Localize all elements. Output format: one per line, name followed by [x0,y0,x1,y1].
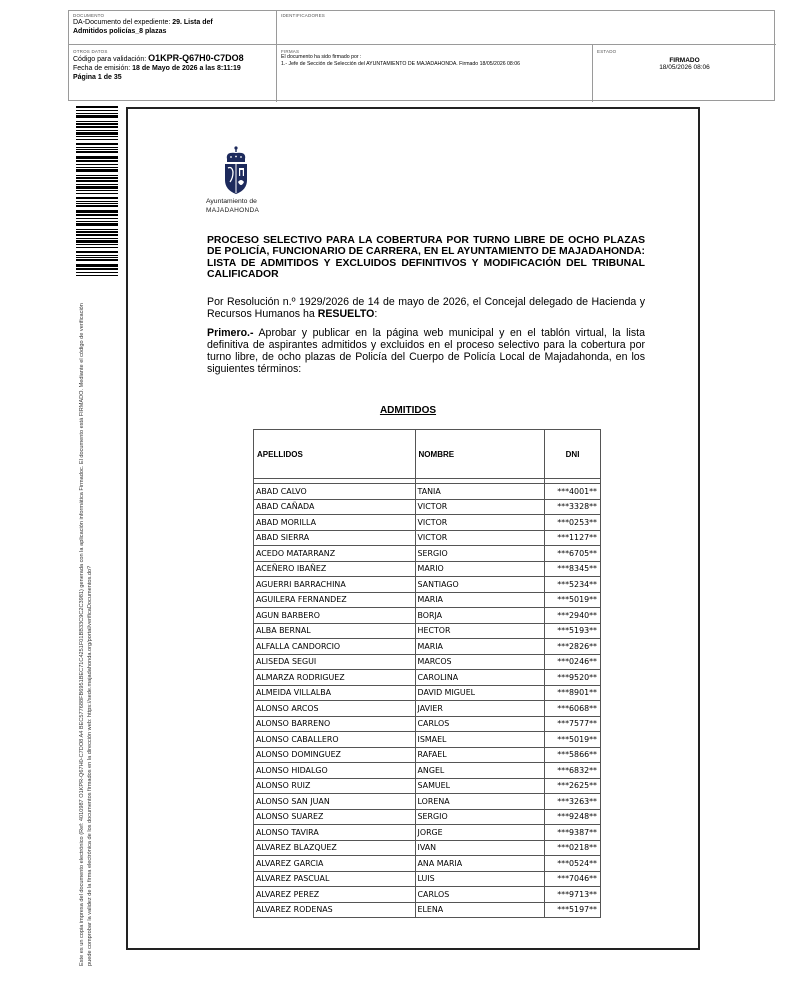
estado-caption: ESTADO [597,49,617,54]
cell-apellidos: ACEÑERO IBAÑEZ [254,561,416,577]
barcode-bar [76,147,118,148]
table-row [254,685,601,701]
barcode-bar [76,190,118,191]
barcode-bar [76,247,118,248]
cell-dni: ***2940** [545,608,601,624]
pagina-indicator: Página 1 de 35 [73,74,122,81]
cell-nombre: JAVIER [415,701,545,717]
document-metadata-header [68,10,775,101]
barcode-bar [76,229,118,230]
barcode-bar [76,238,118,239]
table-row [254,871,601,887]
cell-nombre: CARLOS [415,887,545,903]
barcode-bar [76,257,118,258]
cell-apellidos: ALONSO TAVIRA [254,825,416,841]
table-row [254,592,601,608]
barcode-bar [76,275,118,276]
column-header-dni: DNI [545,430,601,479]
table-row [254,623,601,639]
barcode-bar [76,210,118,213]
cell-nombre: ISMAEL [415,732,545,748]
cell-dni: ***0246** [545,654,601,670]
barcode-bar [76,221,118,222]
barcode-bar [76,139,118,140]
barcode-bar [76,268,118,270]
cell-nombre: MARCOS [415,654,545,670]
cell-apellidos: ALONSO RUIZ [254,778,416,794]
cell-nombre: MARIO [415,561,545,577]
barcode-bar [76,121,118,122]
cell-dni: ***5866** [545,747,601,763]
document-title: PROCESO SELECTIVO PARA LA COBERTURA POR TURNO LIBRE DE OCHO PLAZAS DE POLICÍA, FUNCIONARIO DE CARRERA, EN EL AYUNTAMIENTO DE MAJADAHONDA: LISTA DE ADMITIDOS Y EXCLUIDOS DEFINITIVOS Y MODIFICACIÓN DEL TRIBUNAL CALIFICADOR [207,235,645,280]
cell-nombre: ANA MARIA [415,856,545,872]
barcode-bar [76,218,118,219]
documento-line1: DA-Documento del expediente: 29. Lista def [73,19,213,26]
table-row [254,608,601,624]
cell-apellidos: ABAD MORILLA [254,515,416,531]
cell-apellidos: ALVAREZ PASCUAL [254,871,416,887]
cell-apellidos: ACEDO MATARRANZ [254,546,416,562]
cell-nombre: RAFAEL [415,747,545,763]
cell-nombre: DAVID MIGUEL [415,685,545,701]
documento-line2: Admitidos policías_8 plazas [73,28,167,35]
cell-apellidos: ALONSO SUAREZ [254,809,416,825]
column-header-apellidos: APELLIDOS [254,430,416,479]
verification-side-text: Este es un copia impresa del documento electrónico (Ref: 4010987 O1KPR-Q67H0-C7DO8 A4 BEC577688FB6951BEC71C4251F01BB33C9C2C3981) generada con la aplicación informática Firmadoc. El documento está FIRMADO. Mediante el código de verificación puede comprobar la validez de la firma electrónica de los documentos firmados en la dirección web: https://sede.majadahonda.org/portal/verificaDocumentos.do? [79,303,93,966]
table-row [254,499,601,515]
otros-datos-cell [69,45,277,102]
table-row [254,670,601,686]
table-row [254,763,601,779]
table-row [254,530,601,546]
cell-dni: ***8901** [545,685,601,701]
cell-dni: ***3328** [545,499,601,515]
identificadores-caption: IDENTIFICADORES [281,13,326,18]
cell-dni: ***5234** [545,577,601,593]
cell-nombre: SANTIAGO [415,577,545,593]
cell-apellidos: ALONSO BARRENO [254,716,416,732]
cell-apellidos: AGUN BARBERO [254,608,416,624]
barcode-bar [76,197,118,199]
cell-apellidos: ALFALLA CANDORCIO [254,639,416,655]
cell-nombre: VICTOR [415,499,545,515]
cell-apellidos: ABAD SIERRA [254,530,416,546]
cell-nombre: MARIA [415,639,545,655]
estado-cell [593,45,776,102]
barcode-bar [76,272,118,273]
codigo-validacion-value[interactable]: O1KPR-Q67H0-C7DO8 [148,53,244,63]
barcode-bar [76,130,118,131]
cell-apellidos: AGUERRI BARRACHINA [254,577,416,593]
cell-dni: ***5019** [545,732,601,748]
cell-dni: ***9713** [545,887,601,903]
table-row [254,639,601,655]
table-row [254,716,601,732]
section-title-admitidos: ADMITIDOS [379,405,437,416]
cell-apellidos: ABAD CALVO [254,484,416,500]
cell-apellidos: ALONSO ARCOS [254,701,416,717]
crest-icon [222,146,250,196]
cell-dni: ***2826** [545,639,601,655]
table-row [254,546,601,562]
cell-nombre: SAMUEL [415,778,545,794]
cell-dni: ***5197** [545,902,601,918]
fecha-emision: Fecha de emisión: 18 de Mayo de 2026 a las 8:11:19 [73,65,241,72]
table-row [254,902,601,918]
barcode-bar [76,136,118,137]
table-row [254,561,601,577]
barcode-bar [76,205,118,207]
cell-dni: ***9387** [545,825,601,841]
barcode-bar [76,244,118,245]
cell-nombre: SERGIO [415,546,545,562]
barcode-bar [76,113,118,114]
cell-dni: ***3263** [545,794,601,810]
otros-datos-caption: OTROS DATOS [73,49,108,54]
cell-nombre: HECTOR [415,623,545,639]
cell-dni: ***9248** [545,809,601,825]
cell-dni: ***0218** [545,840,601,856]
estado-date: 18/05/2026 08:06 [659,64,710,71]
cell-apellidos: ABAD CAÑADA [254,499,416,515]
barcode-bar [76,251,118,253]
cell-apellidos: ALMARZA RODRIGUEZ [254,670,416,686]
cell-apellidos: ALVAREZ GARCIA [254,856,416,872]
table-row [254,484,601,500]
barcode-bar [76,106,118,108]
table-header-row [254,430,601,479]
cell-nombre: BORJA [415,608,545,624]
barcode-bar [76,164,118,165]
table-row [254,654,601,670]
cell-apellidos: AGUILERA FERNANDEZ [254,592,416,608]
barcode-bar [76,214,118,216]
cell-dni: ***5019** [545,592,601,608]
documento-cell [69,11,277,45]
logo-line1: Ayuntamiento de [206,198,257,205]
cell-dni: ***6068** [545,701,601,717]
cell-dni: ***6705** [545,546,601,562]
cell-dni: ***2625** [545,778,601,794]
cell-apellidos: ALONSO HIDALGO [254,763,416,779]
cell-apellidos: ALMEIDA VILLALBA [254,685,416,701]
cell-dni: ***7046** [545,871,601,887]
barcode-bar [76,156,118,159]
barcode-bar [76,126,118,128]
barcode-bar [76,123,118,125]
cell-nombre: MARIA [415,592,545,608]
table-row [254,794,601,810]
barcode-bar [76,186,118,189]
cell-dni: ***6832** [545,763,601,779]
barcode-bar [76,223,118,226]
barcode-bar [76,259,118,261]
barcode-bar [76,203,118,204]
cell-dni: ***7577** [545,716,601,732]
barcode-bar [76,132,118,135]
barcode-bar [76,180,118,182]
table-row [254,747,601,763]
barcode-icon [76,106,118,276]
cell-nombre: JORGE [415,825,545,841]
cell-nombre: LUIS [415,871,545,887]
barcode-bar [76,110,118,111]
column-header-nombre: NOMBRE [415,430,545,479]
cell-apellidos: ALVAREZ PEREZ [254,887,416,903]
cell-apellidos: ALBA BERNAL [254,623,416,639]
firmas-line2: 1.- Jefe de Sección de Selección del AYUNTAMIENTO DE MAJADAHONDA. Firmado 18/05/2026 08:06 [281,61,521,67]
table-row [254,732,601,748]
cell-nombre: SERGIO [415,809,545,825]
barcode-bar [76,240,118,243]
barcode-bar [76,151,118,153]
cell-nombre: CARLOS [415,716,545,732]
table-row [254,515,601,531]
firmas-caption: FIRMAS [281,49,300,54]
primero-paragraph: Primero.- Aprobar y publicar en la página web municipal y en el tablón virtual, la lista definitiva de aspirantes admitidos y excluidos en el proceso selectivo para la cobertura por turno libre, de ocho plazas de Policía del Cuerpo de Policía Local de Majadahonda, en los siguientes términos: [207,327,645,375]
admitidos-table [253,429,601,918]
barcode-bar [76,160,118,162]
cell-nombre: VICTOR [415,530,545,546]
cell-dni: ***5193** [545,623,601,639]
cell-apellidos: ALISEDA SEGUI [254,654,416,670]
barcode-bar [76,175,118,176]
table-row [254,809,601,825]
codigo-validacion: Código para validación: O1KPR-Q67H0-C7DO8 [73,53,244,63]
barcode-bar [76,167,118,168]
cell-nombre: CAROLINA [415,670,545,686]
ayuntamiento-logo [206,146,266,218]
cell-dni: ***9520** [545,670,601,686]
cell-nombre: TANIA [415,484,545,500]
cell-apellidos: ALONSO DOMINGUEZ [254,747,416,763]
cell-dni: ***0253** [545,515,601,531]
cell-nombre: IVAN [415,840,545,856]
cell-apellidos: ALVAREZ BLAZQUEZ [254,840,416,856]
cell-nombre: VICTOR [415,515,545,531]
barcode-bar [76,264,118,267]
barcode-bar [76,149,118,150]
cell-nombre: LORENA [415,794,545,810]
barcode-bar [76,234,118,236]
table-row [254,778,601,794]
cell-nombre: ELENA [415,902,545,918]
estado-badge: FIRMADO [669,57,700,64]
table-row [254,856,601,872]
barcode-bar [76,169,118,172]
barcode-bar [76,231,118,233]
identificadores-cell [277,11,776,45]
barcode-bar [76,184,118,185]
table-row [254,825,601,841]
cell-dni: ***1127** [545,530,601,546]
barcode-bar [76,177,118,179]
table-row [254,887,601,903]
firmas-cell [277,45,593,102]
barcode-bar [76,143,118,145]
documento-caption: DOCUMENTO [73,13,105,18]
firmas-line1: El documento ha sido firmado por : [281,54,362,60]
table-row [254,701,601,717]
cell-dni: ***4001** [545,484,601,500]
cell-apellidos: ALONSO SAN JUAN [254,794,416,810]
barcode-bar [76,193,118,194]
cell-apellidos: ALONSO CABALLERO [254,732,416,748]
cell-dni: ***8345** [545,561,601,577]
barcode-bar [76,201,118,202]
barcode-bar [76,115,118,118]
cell-nombre: ANGEL [415,763,545,779]
table-row [254,840,601,856]
cell-apellidos: ALVAREZ RODENAS [254,902,416,918]
logo-line2: MAJADAHONDA [206,207,260,214]
table-row [254,577,601,593]
cell-dni: ***0524** [545,856,601,872]
resolution-paragraph: Por Resolución n.º 1929/2026 de 14 de mayo de 2026, el Concejal delegado de Hacienda y Recursos Humanos ha RESUELTO: [207,296,645,320]
barcode-bar [76,255,118,256]
